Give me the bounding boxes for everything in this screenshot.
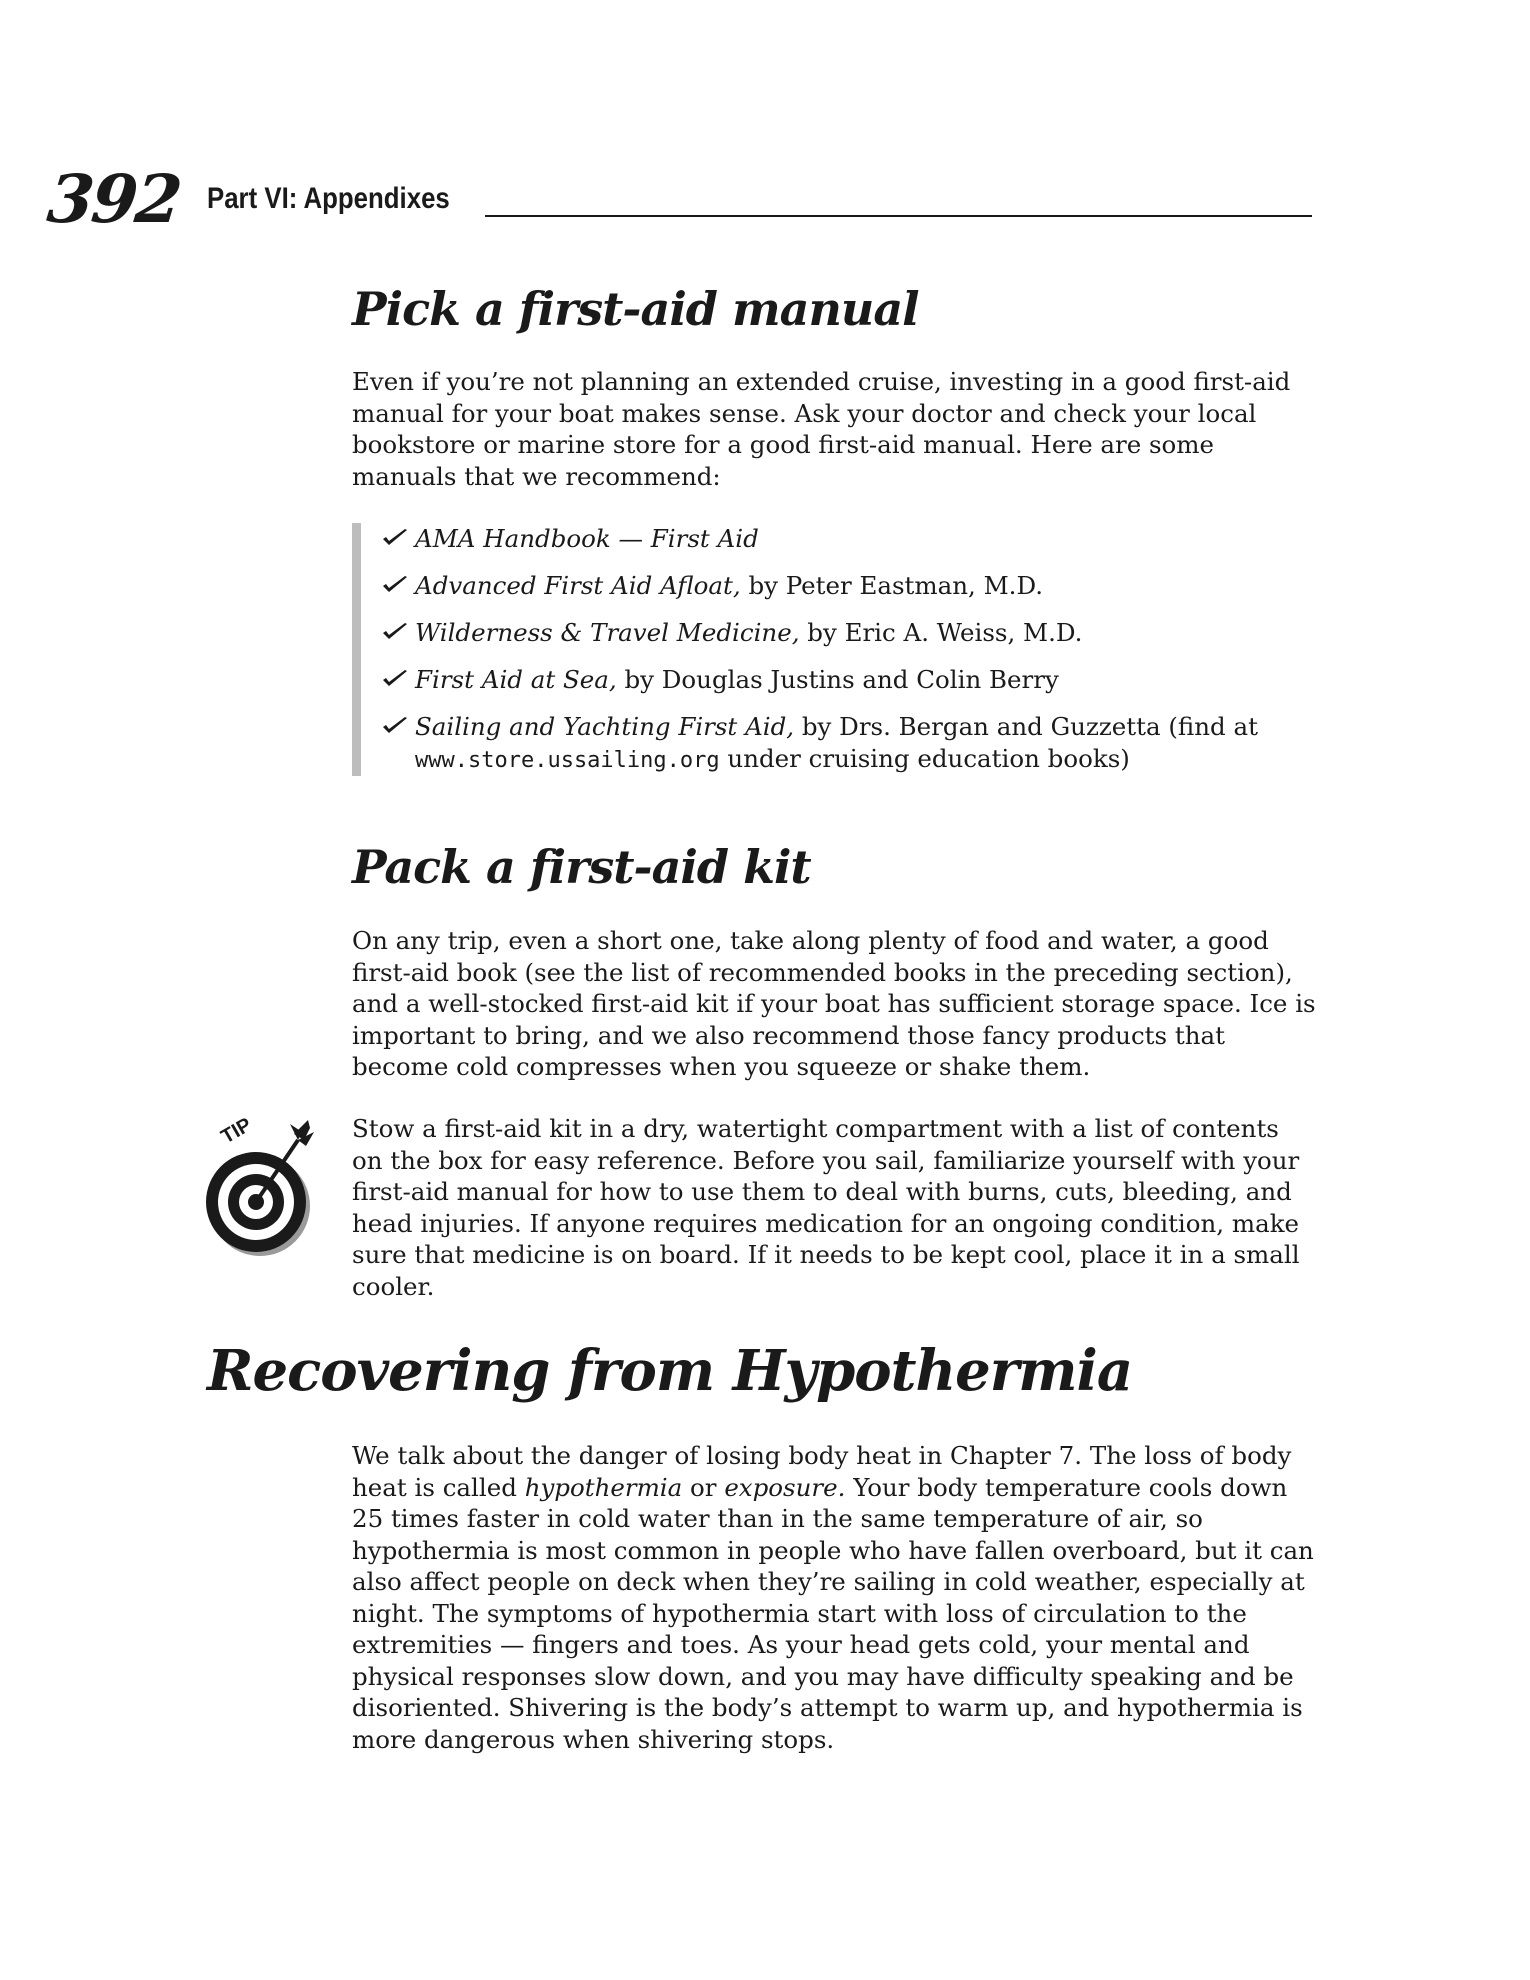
list-item xyxy=(381,523,1346,555)
page-number: 392 xyxy=(43,160,184,238)
book-title: Wilderness & Travel Medicine, xyxy=(415,618,800,647)
checkmark-icon xyxy=(381,620,409,642)
hypothermia-text-a: We talk about the danger of losing body heat in Chapter 7. The loss of body heat is called xyxy=(352,1441,1292,1502)
checkmark-icon xyxy=(381,573,409,595)
book-title: Advanced First Aid Afloat, xyxy=(415,571,741,600)
kit-paragraph: On any trip, even a short one, take along plenty of food and water, a good first-aid book (see the list of recommended books in the preceding section), and a well-stocked first-aid kit if your boat has sufficient storage space. Ice is important to bring, and we also recommend those fancy products that become cold compresses when you squeeze or shake them. xyxy=(352,926,1316,1081)
list-item xyxy=(381,711,1346,776)
section-heading-manual: Pick a first-aid manual xyxy=(352,282,919,336)
checkmark-icon xyxy=(381,714,409,736)
term-exposure: exposure. xyxy=(724,1472,846,1502)
tip-paragraph: Stow a first-aid kit in a dry, watertight compartment with a list of contents on the box for easy reference. Before you sail, familiarize yourself with your first-aid manual for how to use them to deal with burns, cuts, bleeding, and head injuries. If anyone requires medication for an ongoing condition, make sure that medicine is on board. If it needs to be kept cool, place it in a small cooler. xyxy=(352,1114,1300,1301)
book-url-note: under cruising education books) xyxy=(719,743,1130,773)
list-item xyxy=(381,664,1346,696)
book-author: by Douglas Justins and Colin Berry xyxy=(616,665,1059,694)
tip-icon xyxy=(198,1110,316,1258)
term-hypothermia: hypothermia xyxy=(524,1472,683,1502)
checkmark-icon xyxy=(381,667,409,689)
book-author: by Peter Eastman, M.D. xyxy=(740,571,1044,600)
manual-intro-paragraph: Even if you’re not planning an extended cruise, investing in a good first-aid manual for your boat makes sense. Ask your doctor and check your local bookstore or marine store for a good first-aid manual. Here are some manuals that we recommend: xyxy=(352,367,1291,491)
list-item xyxy=(381,570,1346,602)
tip-label: TIP xyxy=(217,1113,256,1149)
book-title: First Aid at Sea, xyxy=(415,665,617,694)
book-author: by Drs. Bergan and Guzzetta (find at xyxy=(794,712,1258,741)
running-head: Part VI: Appendixes xyxy=(207,182,450,215)
manual-book-list xyxy=(352,523,1346,776)
book-title: Sailing and Yachting First Aid, xyxy=(415,712,795,741)
book-author: by Eric A. Weiss, M.D. xyxy=(799,618,1083,647)
list-item xyxy=(381,617,1346,649)
header-rule xyxy=(485,215,1312,217)
book-url: www.store.ussailing.org xyxy=(415,747,720,773)
checkmark-icon xyxy=(381,526,409,548)
section-heading-kit: Pack a first-aid kit xyxy=(352,840,811,894)
section-heading-hypothermia: Recovering from Hypothermia xyxy=(207,1338,1133,1404)
hypothermia-text-c: Your body temperature cools down 25 times faster in cold water than in the same temperature of air, so hypothermia is most common in people who have fallen overboard, but it can also affect people on deck when they’re sailing in cold weather, especially at night. The symptoms of hypothermia start with loss of circulation to the extremities — fingers and toes. As your head gets cold, your mental and physical responses slow down, and you may have difficulty speaking and be disoriented. Shivering is the body’s attempt to warm up, and hypothermia is more dangerous when shivering stops. xyxy=(352,1472,1314,1754)
book-title: AMA Handbook — First Aid xyxy=(415,524,759,553)
hypothermia-text-b: or xyxy=(682,1472,725,1502)
hypothermia-paragraph xyxy=(352,1440,1317,1755)
